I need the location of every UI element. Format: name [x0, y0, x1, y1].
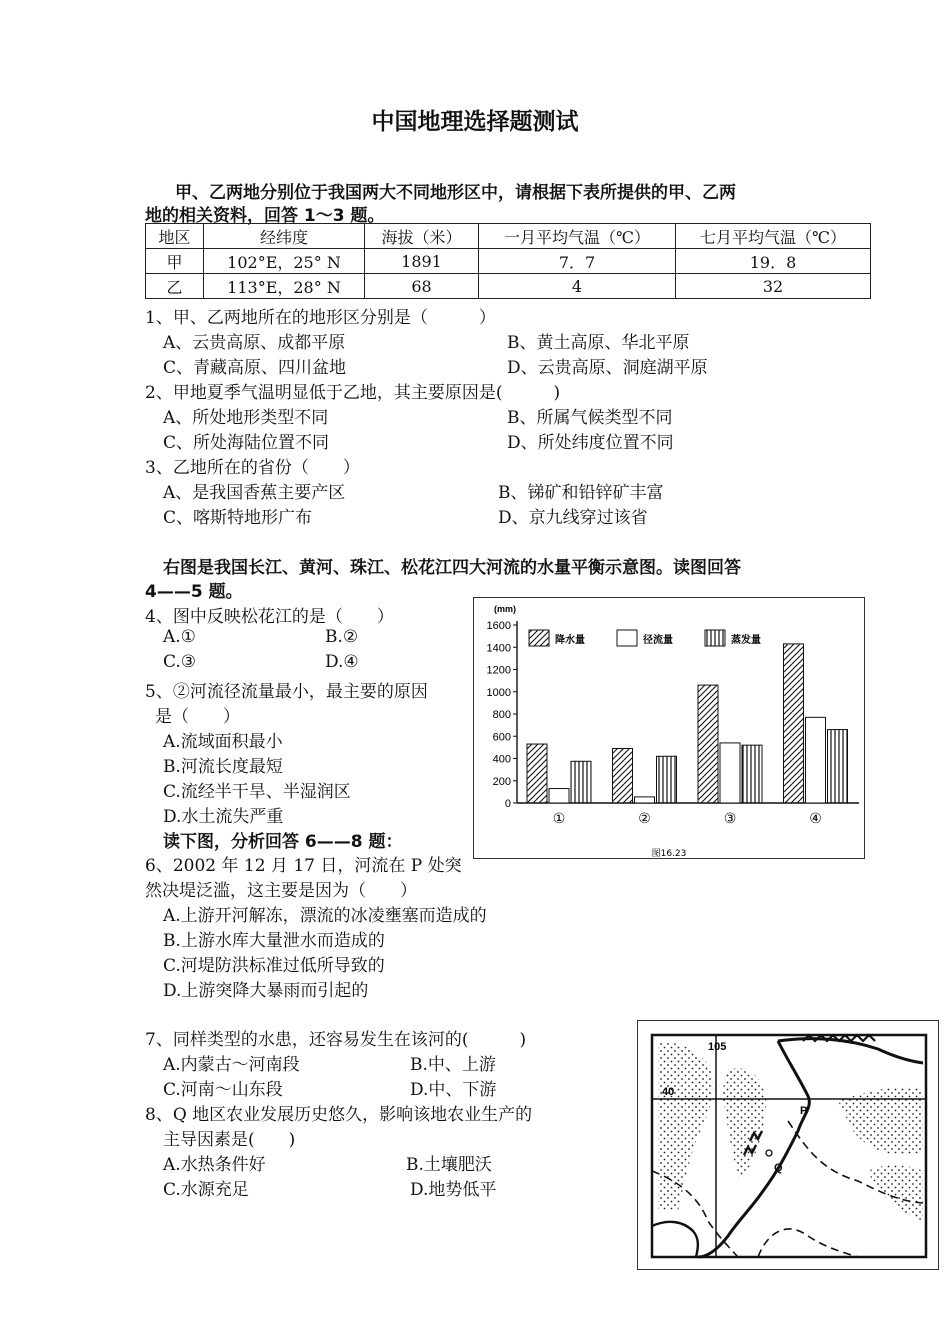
table-cell: 7．7: [479, 249, 676, 274]
table-cell: 102°E，25° N: [204, 249, 365, 274]
q5-option-a: A.流域面积最小: [163, 732, 283, 752]
water-balance-chart: [473, 597, 865, 859]
q4-option-b: B.②: [325, 627, 359, 647]
point-p-label: P: [800, 1105, 808, 1117]
bar-1-3: [698, 685, 718, 803]
table-header: 海拔（米）: [365, 224, 479, 249]
tributary-river: [652, 1222, 698, 1257]
y-tick-label: 1600: [486, 620, 511, 632]
bar-3-4: [828, 730, 848, 803]
table-row: [146, 249, 871, 274]
q8-option-d: D.地势低平: [410, 1180, 497, 1200]
table-cell: 113°E，28° N: [204, 274, 365, 299]
q3-option-c: C、喀斯特地形广布: [163, 508, 313, 528]
chart-caption: 图16.23: [651, 849, 687, 858]
q3-option-a: A、是我国香蕉主要产区: [163, 483, 346, 503]
q4-option-c: C.③: [163, 652, 197, 672]
q3-stem: 3、乙地所在的省份（ ）: [145, 458, 360, 478]
q4-option-d: D.④: [325, 652, 359, 672]
y-tick-label: 1400: [486, 642, 511, 655]
map-plain-east: [868, 1165, 923, 1221]
category-label: ④: [809, 811, 822, 827]
bar-1-1: [527, 744, 547, 803]
bar-3-3: [742, 745, 762, 803]
bar-2-3: [720, 743, 740, 803]
q5-stem-line1: 5、②河流径流量最小，最主要的原因: [145, 682, 428, 702]
q5-option-b: B.河流长度最短: [163, 757, 283, 777]
bar-3-1: [571, 761, 591, 803]
section1-intro-line2: 地的相关资料，回答 1～3 题。: [145, 206, 385, 226]
q7-stem: 7、同样类型的水患，还容易发生在该河的( ): [145, 1030, 527, 1050]
longitude-label: 105: [708, 1041, 727, 1053]
legend-swatch-1: [529, 630, 549, 646]
map-desert-center: [722, 1068, 766, 1181]
q6-option-c: C.河堤防洪标准过低所导致的: [163, 956, 385, 976]
legend-label-2: 径流量: [643, 635, 673, 646]
table-header-row: [146, 224, 871, 249]
q2-stem: 2、甲地夏季气温明显低于乙地，其主要原因是( ): [145, 383, 561, 403]
section3-intro: 读下图，分析回答 6——8 题：: [163, 832, 403, 852]
legend-label-3: 蒸发量: [731, 635, 761, 646]
table-cell: 19．8: [676, 249, 871, 274]
q7-option-a: A.内蒙古～河南段: [163, 1055, 300, 1075]
category-label: ③: [723, 811, 737, 827]
q2-option-b: B、所属气候类型不同: [507, 408, 673, 428]
table-header: 一月平均气温（℃）: [479, 224, 676, 249]
legend-swatch-2: [617, 630, 637, 646]
y-tick-label: 200: [492, 775, 511, 788]
q1-stem: 1、甲、乙两地所在的地形区分别是（ ）: [145, 308, 496, 328]
bar-2-4: [806, 717, 826, 803]
section2-intro-line1: 右图是我国长江、黄河、珠江、松花江四大河流的水量平衡示意图。读图回答: [163, 558, 741, 578]
q8-stem-line1: 8、Q 地区农业发展历史悠久，影响该地农业生产的: [145, 1105, 533, 1125]
q8-stem-line2: 主导因素是( ): [163, 1130, 296, 1150]
q6-stem-line2: 然决堤泛滥，这主要是因为（ ）: [145, 881, 417, 901]
q4-option-a: A.①: [163, 627, 196, 647]
q1-option-b: B、黄土高原、华北平原: [507, 333, 690, 353]
yellow-river-bend: [778, 1039, 923, 1063]
table-cell: 1891: [365, 249, 479, 274]
q8-option-b: B.土壤肥沃: [406, 1155, 492, 1175]
map-loess: [838, 1087, 923, 1155]
map-desert-west: [658, 1042, 713, 1211]
q5-stem-line2: 是（ ）: [155, 707, 240, 727]
q1-option-d: D、云贵高原、洞庭湖平原: [507, 358, 708, 378]
y-tick-label: 1000: [486, 686, 511, 699]
water-balance-chart-svg: [474, 598, 864, 858]
section2-intro-line2: 4——5 题。: [145, 582, 243, 602]
q7-option-d: D.中、下游: [410, 1080, 497, 1100]
bar-1-4: [784, 644, 804, 803]
bar-3-2: [657, 756, 677, 803]
q2-option-d: D、所处纬度位置不同: [507, 433, 674, 453]
table-header: 七月平均气温（℃）: [676, 224, 871, 249]
q2-option-a: A、所处地形类型不同: [163, 408, 329, 428]
table-header: 地区: [146, 224, 204, 249]
climate-table: [145, 223, 871, 299]
bar-2-2: [635, 797, 655, 803]
point-q-marker: [766, 1150, 772, 1156]
table-cell: 甲: [146, 249, 204, 274]
section1-intro-line1: 甲、乙两地分别位于我国两大不同地形区中，请根据下表所提供的甲、乙两: [175, 183, 736, 203]
category-label: ②: [638, 811, 651, 827]
y-tick-label: 800: [492, 709, 511, 721]
bar-2-1: [549, 789, 569, 803]
q4-stem: 4、图中反映松花江的是（ ）: [145, 607, 394, 627]
river-map-svg: [638, 1021, 938, 1269]
q6-option-b: B.上游水库大量泄水而造成的: [163, 931, 385, 951]
q6-option-a: A.上游开河解冻，漂流的冰凌壅塞而造成的: [163, 906, 487, 926]
y-tick-label: 400: [492, 753, 511, 766]
q8-option-a: A.水热条件好: [163, 1155, 266, 1175]
q3-option-b: B、锑矿和铅锌矿丰富: [498, 483, 664, 503]
bar-1-2: [613, 748, 633, 803]
q1-option-c: C、青藏高原、四川盆地: [163, 358, 347, 378]
river-map: [637, 1020, 939, 1270]
y-unit-label: (mm): [494, 604, 516, 614]
province-border-south: [758, 1229, 858, 1257]
table-cell: 4: [479, 274, 676, 299]
legend-swatch-3: [705, 630, 725, 646]
q2-option-c: C、所处海陆位置不同: [163, 433, 330, 453]
table-cell: 68: [365, 274, 479, 299]
page-title: 中国地理选择题测试: [371, 109, 579, 135]
q7-option-b: B.中、上游: [410, 1055, 496, 1075]
point-q-label: Q: [774, 1162, 783, 1174]
q6-option-d: D.上游突降大暴雨而引起的: [163, 981, 369, 1001]
table-header: 经纬度: [204, 224, 365, 249]
q8-option-c: C.水源充足: [163, 1180, 249, 1200]
q3-option-d: D、京九线穿过该省: [498, 508, 648, 528]
q7-option-c: C.河南～山东段: [163, 1080, 283, 1100]
y-tick-label: 0: [504, 798, 511, 810]
category-label: ①: [552, 811, 566, 827]
q6-stem-line1: 6、2002 年 12 月 17 日，河流在 P 处突: [145, 856, 462, 876]
y-tick-label: 1200: [486, 664, 511, 677]
table-cell: 32: [676, 274, 871, 299]
table-cell: 乙: [146, 274, 204, 299]
table-row: [146, 274, 871, 299]
q5-option-d: D.水土流失严重: [163, 807, 284, 827]
legend-label-1: 降水量: [555, 635, 585, 646]
q1-option-a: A、云贵高原、成都平原: [163, 333, 346, 353]
q5-option-c: C.流经半干旱、半湿润区: [163, 782, 351, 802]
latitude-label: 40: [662, 1086, 675, 1098]
y-tick-label: 600: [492, 731, 511, 744]
